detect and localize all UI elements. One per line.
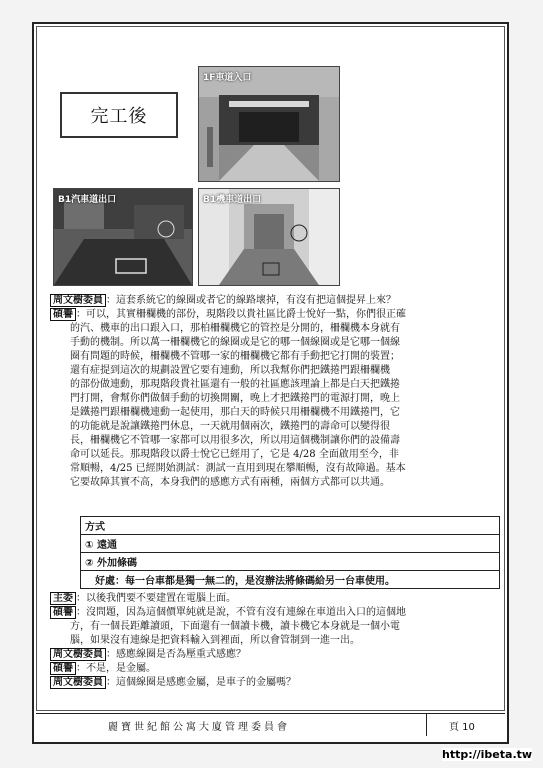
dialogue-line [50, 648, 500, 662]
completion-label: 完工後 [60, 92, 178, 138]
photo-1f-caption: 1F車道入口 [203, 73, 252, 83]
dialogue-line [50, 592, 500, 606]
photo-b1-motorcycle-caption: B1機車道出口 [203, 195, 262, 205]
dialogue-line [50, 662, 500, 676]
source-watermark: http://ibeta.tw [442, 748, 533, 761]
speaker-label: 周文樹委員 [50, 648, 106, 661]
dialogue-section-2 [50, 592, 500, 690]
photo-1f-entrance [198, 66, 340, 182]
dialogue-line [50, 606, 500, 620]
photo-b1-car-exit [53, 188, 193, 286]
dialogue-line: 命可以延長。那現階段以爵士悅它已經用了，它是 4/28 全面啟用至今，非 [70, 449, 399, 460]
page-footer [36, 713, 505, 736]
dialogue-line: 常順暢，4/25 已經開始測試：測試一直用到現在攀順暢，沒有故障過。基本 [70, 463, 406, 474]
dialogue-text: ：沒問題，因為這個價單純就是說，不管有沒有連線在車道出入口的這個地 [76, 607, 406, 618]
speaker-label: 周文樹委員 [50, 294, 106, 307]
dialogue-line: 的汽、機車的出口跟入口，那柏柵欄機它的管控是分開的，柵欄機本身就有 [70, 323, 400, 334]
dialogue-line: 圈有問題的時候，柵欄機不管哪一家的柵欄機它都有手動把它打開的裝置； [70, 351, 400, 362]
footer-organization: 麗寶世紀館公寓大廈管理委員會 [108, 722, 290, 733]
dialogue-text: ：不是，是金屬。 [76, 663, 156, 674]
dialogue-text: ：這個線圈是感應金屬，是車子的金屬嗎？ [106, 677, 296, 688]
speaker-label: 周文樹委員 [50, 676, 106, 689]
dialogue-text: ：以後我們要不要建置在電腦上面。 [76, 593, 236, 604]
speaker-label: 碩譽 [50, 606, 76, 619]
dialogue-text: ：這套系統它的線圈或者它的線路壞掉，有沒有把這個提昇上來？ [106, 295, 396, 306]
dialogue-line: 手動的機制。所以萬一柵欄機它的線圈或是它的哪一個線圈或是它哪一個線 [70, 337, 400, 348]
method-note: 好處：每一台車都是獨一無二的，是沒辦法將條碼給另一台車使用。 [81, 571, 500, 589]
dialogue-line [50, 676, 500, 690]
speaker-label: 碩譽 [50, 662, 76, 675]
dialogue-line: 的部份做連動，那現階段貴社區還有一般的社區應該理論上都是白天把鐵捲 [70, 379, 400, 390]
photo-1f-entrance-image [199, 67, 339, 181]
dialogue-text: ：感應線圈是否為壓重式感應？ [106, 649, 246, 660]
dialogue-line: 它要故障其實不高，本身我們的感應方式有兩種，兩個方式都可以共通。 [70, 477, 390, 488]
method-row-etc: ① 遠通 [81, 535, 500, 553]
dialogue-section-1 [50, 294, 500, 490]
photo-b1-car-caption: B1汽車道出口 [58, 195, 117, 205]
footer-page-box [426, 714, 506, 736]
method-table [80, 516, 500, 589]
dialogue-line [50, 294, 500, 308]
speaker-label: 碩譽 [50, 308, 76, 321]
method-table-header: 方式 [81, 517, 500, 535]
page-number: 頁 10 [449, 722, 475, 733]
dialogue-line: 方，有一個長距離讀頭，下面還有一個讀卡機，讀卡機它本身就是一個小電 [70, 621, 400, 632]
speaker-label: 主委 [50, 592, 76, 605]
dialogue-line: 是鐵捲門跟柵欄機連動一起使用，那白天的時候只用柵欄機不用鐵捲門，它 [70, 407, 400, 418]
dialogue-line: 腦，如果沒有連線是把資料輸入到裡面，所以會管制到一進一出。 [70, 635, 360, 646]
dialogue-text: ：可以，其實柵欄機的部份，現階段以貴社區比爵士悅好一點，你們很正確 [76, 309, 406, 320]
dialogue-line: 長，柵欄機它不管哪一家都可以用很多次，所以用這個機制讓你們的設備壽 [70, 435, 400, 446]
dialogue-line: 的功能就是說讓鐵捲門休息，一天就用個兩次，鐵捲門的壽命可以變得很 [70, 421, 390, 432]
dialogue-line: 門打開，會幫你們做個手動的切換開關，晚上才把鐵捲門的電源打開，晚上 [70, 393, 400, 404]
method-row-barcode: ② 外加條碼 [81, 553, 500, 571]
photo-b1-motorcycle-exit [198, 188, 340, 286]
dialogue-line: 還有症提到這次的規劃設置它要有連動，所以我幫你們把鐵捲門跟柵欄機 [70, 365, 390, 376]
dialogue-line [50, 308, 500, 322]
